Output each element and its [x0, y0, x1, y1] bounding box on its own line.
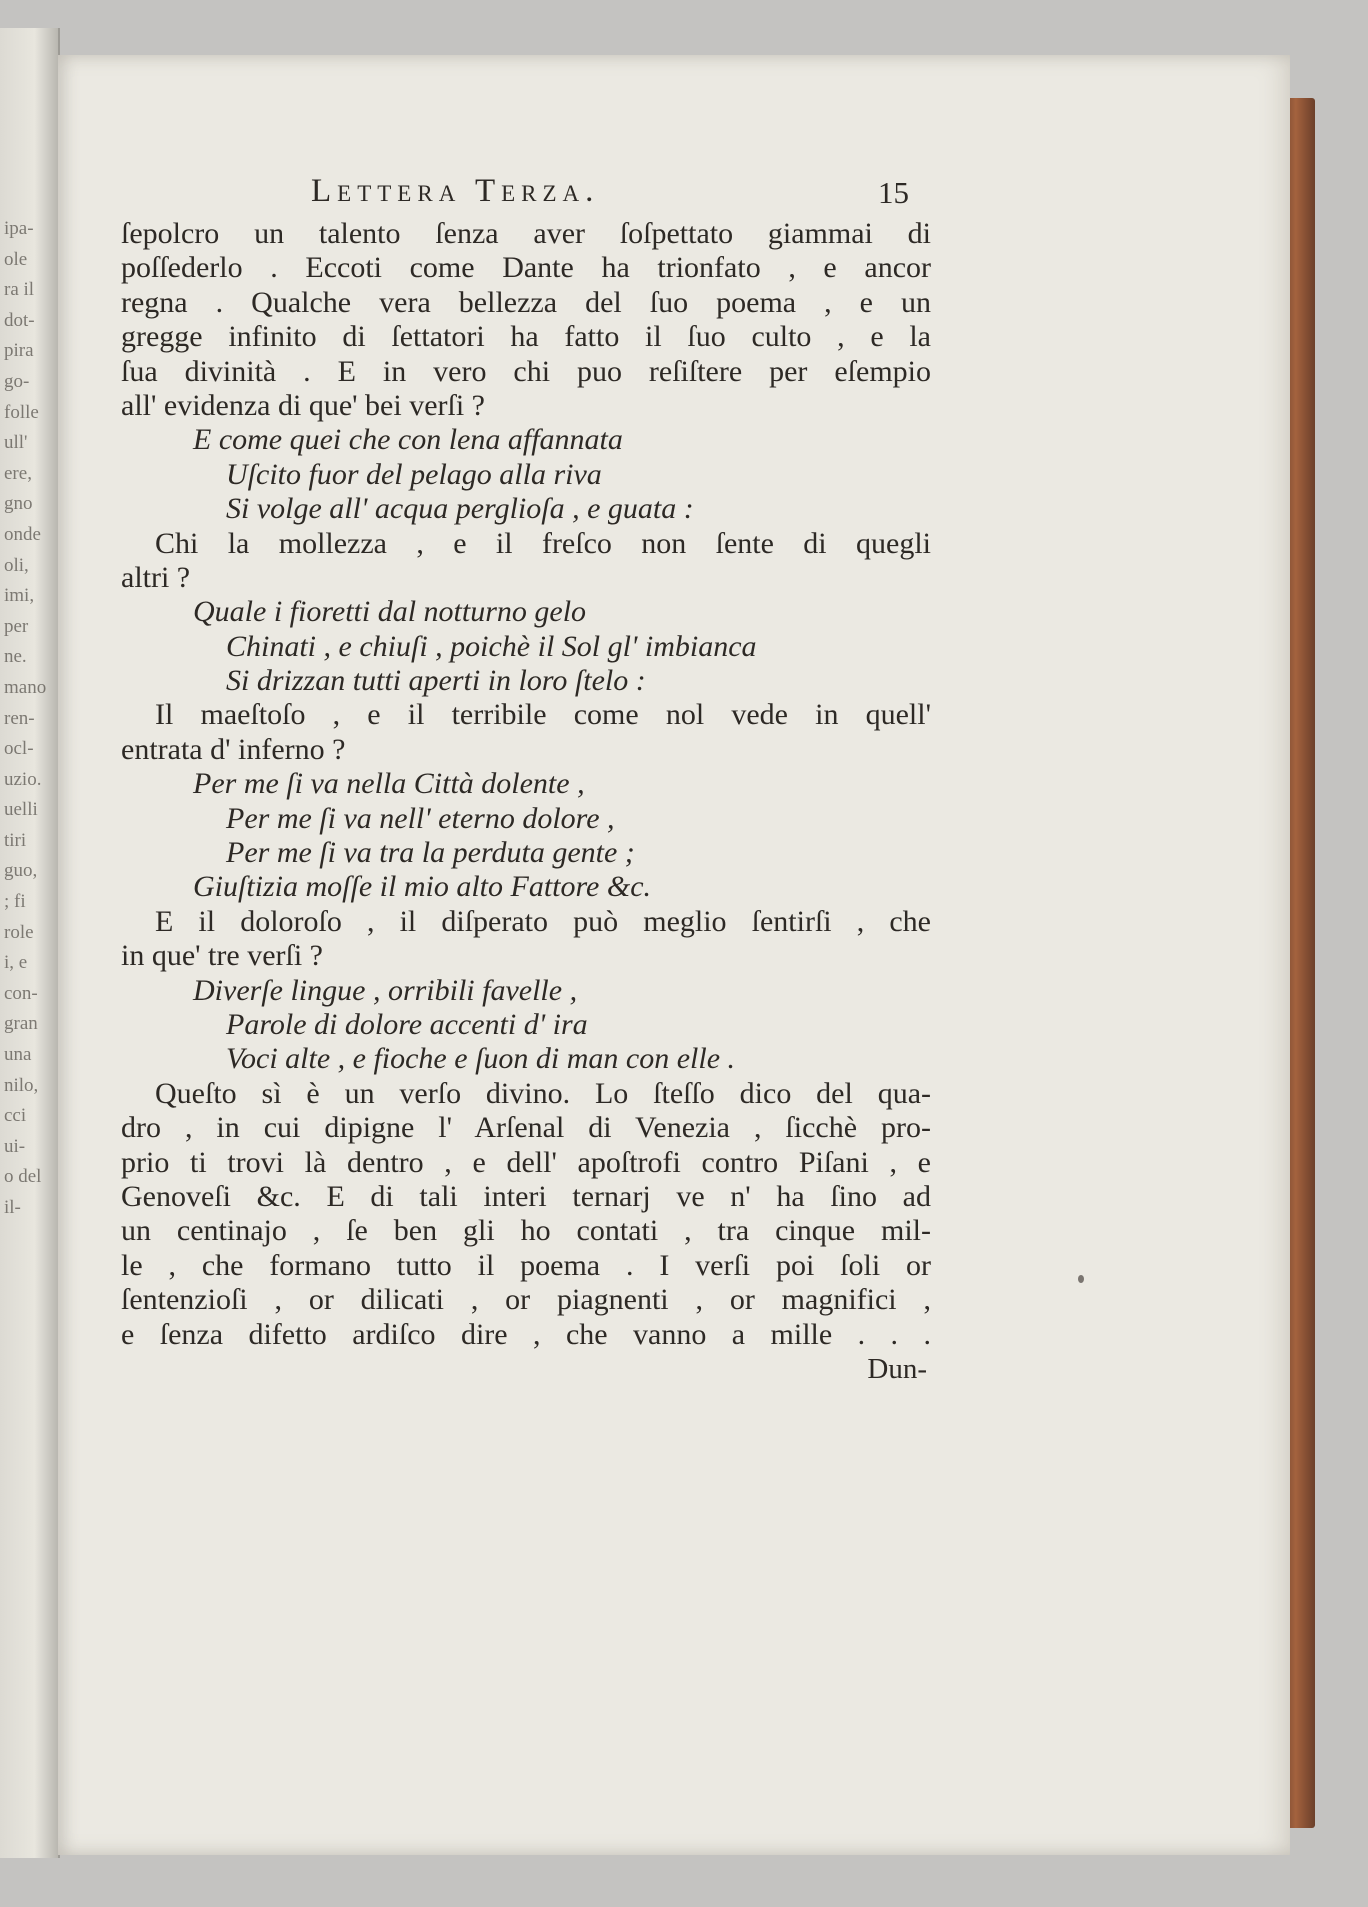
verse-line: Per me ſi va nell' eterno dolore , — [226, 801, 615, 835]
text-line: ſua divinità . E in vero chi puo reſiſtere per eſempio — [121, 354, 931, 388]
verse-line: Per me ſi va tra la perduta gente ; — [226, 836, 635, 870]
verse-line: Si drizzan tutti aperti in loro ſtelo : — [226, 664, 646, 698]
verse-line: Per me ſi va nella Città dolente , — [193, 767, 585, 801]
left-fragment: pira — [4, 340, 34, 362]
left-fragment: o del — [4, 1166, 42, 1188]
text-line: e ſenza difetto ardiſco dire , che vanno a mille . . . — [121, 1317, 931, 1351]
verse-line: Si volge all' acqua perglioſa , e guata : — [226, 492, 694, 526]
running-title: Lettera Terza. — [311, 173, 600, 209]
left-fragment: ull' — [4, 432, 28, 454]
page-number: 15 — [878, 175, 909, 210]
verse-line: E come quei che con lena affannata — [193, 423, 623, 457]
text-line: altri ? — [121, 560, 191, 594]
running-head — [121, 173, 931, 217]
left-fragment: ole — [4, 248, 28, 270]
left-fragment: tiri — [4, 829, 27, 851]
text-line: Genoveſi &c. E di tali interi ternarj ve n' ha ſino ad — [121, 1179, 931, 1213]
text-line: entrata d' inferno ? — [121, 732, 346, 766]
text-line: in que' tre verſi ? — [121, 939, 323, 973]
text-line: all' evidenza di que' bei verſi ? — [121, 388, 485, 422]
left-page-edge — [0, 28, 60, 1858]
left-fragment: role — [4, 921, 34, 943]
left-fragment: ipa- — [4, 218, 34, 239]
left-fragment: ra il — [4, 279, 35, 301]
left-fragment: folle — [4, 401, 39, 423]
left-fragment: dot- — [4, 309, 35, 331]
left-fragment: guo, — [4, 860, 38, 882]
left-fragment: cci — [4, 1105, 27, 1127]
left-fragment: uelli — [4, 799, 38, 821]
text-line: un centinajo , ſe ben gli ho contati , tra cinque mil- — [121, 1214, 931, 1248]
ink-speck — [1078, 1275, 1084, 1283]
left-fragment: mano — [4, 676, 47, 698]
text-line: gregge infinito di ſettatori ha fatto il ſuo culto , e la — [121, 320, 931, 354]
verse-line: Parole di dolore accenti d' ira — [226, 1007, 588, 1041]
left-fragment: uzio. — [4, 768, 42, 790]
left-fragment: una — [4, 1044, 32, 1066]
left-fragment: il- — [4, 1197, 21, 1218]
left-fragment: nilo, — [4, 1074, 39, 1096]
verse-line: Diverſe lingue , orribili favelle , — [193, 973, 578, 1007]
verse-line: Uſcito fuor del pelago alla riva — [226, 457, 602, 491]
text-line: E il doloroſo , il diſperato può meglio ſentirſi , che — [155, 904, 931, 938]
text-line: ſentenzioſi , or dilicati , or piagnenti , or magnifici , — [121, 1283, 931, 1317]
text-line: dro , in cui dipigne l' Arſenal di Venezia , ſicchè pro- — [121, 1111, 931, 1145]
text-line: poſſederlo . Eccoti come Dante ha trionfato , e ancor — [121, 251, 931, 285]
text-line: Il maeſtoſo , e il terribile come nol vede in quell' — [155, 698, 931, 732]
text-line: prio ti trovi là dentro , e dell' apoſtrofi contro Piſani , e — [121, 1145, 931, 1179]
verse-line: Quale i fioretti dal notturno gelo — [193, 595, 587, 629]
left-fragment: ren- — [4, 707, 35, 729]
left-fragment: oli, — [4, 554, 29, 576]
left-fragment: per — [4, 615, 29, 637]
text-line: Chi la mollezza , e il freſco non ſente di quegli — [155, 526, 931, 560]
left-fragment: gran — [4, 1013, 38, 1035]
left-fragment: ui- — [4, 1135, 26, 1157]
verse-line: Voci alte , e fioche e ſuon di man con elle . — [226, 1042, 736, 1076]
left-fragment: imi, — [4, 585, 35, 607]
verse-line: Chinati , e chiuſi , poichè il Sol gl' imbianca — [226, 629, 757, 663]
left-fragment: ocl- — [4, 738, 34, 760]
left-fragment: go- — [4, 370, 30, 392]
left-fragment: ne. — [4, 646, 27, 668]
left-fragment: con- — [4, 982, 38, 1004]
left-fragment: ere, — [4, 462, 32, 484]
text-line: regna . Qualche vera bellezza del ſuo poema , e un — [121, 285, 931, 319]
left-fragment: ; fi — [4, 891, 26, 913]
text-line: Queſto sì è un verſo divino. Lo ſteſſo dico del qua- — [155, 1076, 931, 1110]
text-line: le , che formano tutto il poema . I verſi poi ſoli or — [121, 1248, 931, 1282]
text-line: ſepolcro un talento ſenza aver ſoſpettato giammai di — [121, 217, 931, 250]
left-page-text-fragments — [0, 218, 56, 1228]
verse-line: Giuſtizia moſſe il mio alto Fattore &c. — [193, 870, 652, 904]
left-fragment: i, e — [4, 952, 28, 974]
left-fragment: onde — [4, 523, 41, 545]
catchword: Dun- — [867, 1352, 927, 1385]
left-fragment: gno — [4, 493, 33, 515]
page-text-block — [121, 173, 931, 1386]
